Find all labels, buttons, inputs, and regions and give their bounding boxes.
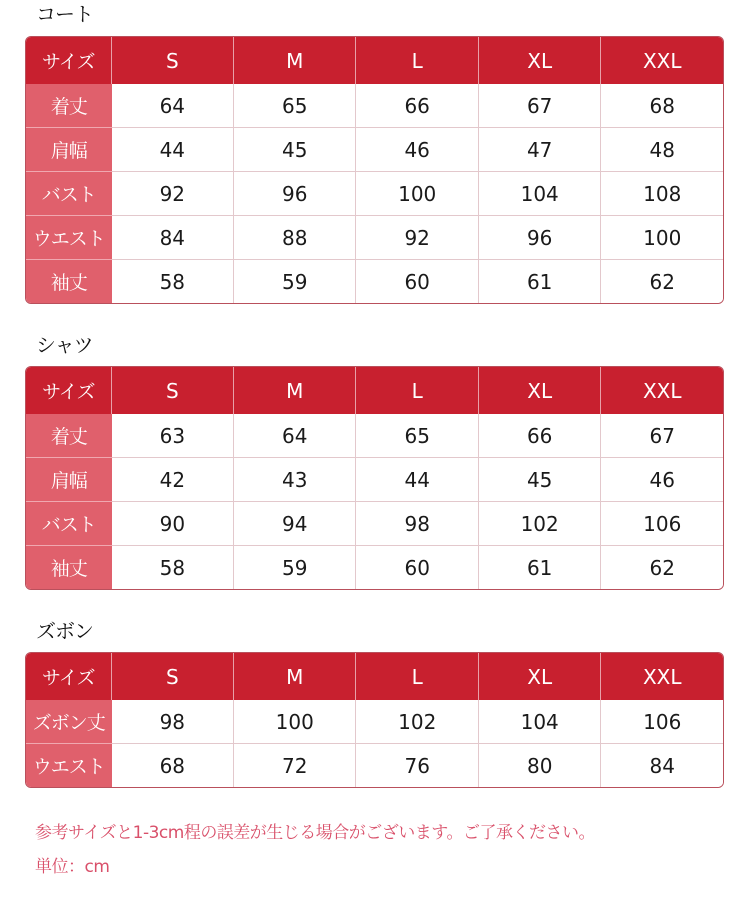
- row-label: ウエスト: [26, 216, 112, 260]
- size-header-l: L: [356, 653, 478, 700]
- row-label: バスト: [26, 172, 112, 216]
- table-cell: 66: [479, 414, 602, 458]
- table-cell: 104: [479, 172, 602, 216]
- table-cell: 60: [356, 546, 478, 589]
- table-cell: 64: [112, 84, 234, 128]
- table-header-row: [26, 37, 723, 84]
- coat-section-title: コート: [36, 2, 93, 26]
- table-row: [26, 744, 723, 787]
- table-cell: 100: [356, 172, 479, 216]
- size-header-xxl: XXL: [601, 37, 723, 84]
- table-cell: 102: [479, 502, 602, 546]
- row-label: ウエスト: [26, 744, 112, 787]
- table-header-row: [26, 653, 723, 700]
- size-header-xl: XL: [479, 367, 602, 414]
- row-label: 肩幅: [26, 458, 112, 502]
- table-cell: 64: [234, 414, 356, 458]
- table-header-row: [26, 367, 723, 414]
- table-cell: 44: [112, 128, 234, 172]
- table-cell: 88: [234, 216, 356, 260]
- table-cell: 47: [479, 128, 602, 172]
- table-cell: 60: [356, 260, 479, 303]
- table-cell: 44: [356, 458, 478, 502]
- table-cell: 61: [479, 546, 602, 589]
- table-cell: 106: [601, 700, 723, 744]
- row-label: ズボン丈: [26, 700, 112, 744]
- table-cell: 65: [234, 84, 356, 128]
- table-cell: 76: [356, 744, 478, 787]
- table-cell: 90: [112, 502, 234, 546]
- table-cell: 46: [601, 458, 723, 502]
- table-cell: 84: [112, 216, 234, 260]
- table-cell: 46: [356, 128, 479, 172]
- table-cell: 45: [479, 458, 602, 502]
- table-cell: 62: [601, 260, 723, 303]
- table-cell: 98: [112, 700, 234, 744]
- table-cell: 80: [479, 744, 601, 787]
- table-row: [26, 458, 723, 502]
- table-cell: 68: [112, 744, 234, 787]
- table-row: [26, 128, 723, 172]
- table-row: [26, 172, 723, 216]
- row-label: 肩幅: [26, 128, 112, 172]
- table-cell: 63: [112, 414, 234, 458]
- table-cell: 100: [234, 700, 356, 744]
- table-cell: 61: [479, 260, 602, 303]
- table-cell: 84: [601, 744, 723, 787]
- table-cell: 96: [234, 172, 356, 216]
- size-header-s: S: [112, 653, 234, 700]
- table-row: [26, 260, 723, 303]
- table-cell: 108: [601, 172, 723, 216]
- coat-size-table: [25, 36, 724, 304]
- table-row: [26, 700, 723, 744]
- table-cell: 59: [234, 260, 356, 303]
- pants-size-table: [25, 652, 724, 788]
- table-cell: 102: [356, 700, 478, 744]
- table-cell: 100: [601, 216, 723, 260]
- table-cell: 59: [234, 546, 356, 589]
- table-cell: 58: [112, 260, 234, 303]
- table-cell: 45: [234, 128, 356, 172]
- table-cell: 62: [601, 546, 723, 589]
- size-header-s: S: [112, 37, 234, 84]
- size-header-label: サイズ: [26, 37, 112, 84]
- size-header-xxl: XXL: [601, 653, 723, 700]
- size-header-l: L: [356, 37, 479, 84]
- size-header-label: サイズ: [26, 367, 112, 414]
- size-header-m: M: [234, 653, 356, 700]
- size-header-s: S: [112, 367, 234, 414]
- table-cell: 68: [601, 84, 723, 128]
- table-cell: 66: [356, 84, 479, 128]
- table-cell: 67: [479, 84, 602, 128]
- table-cell: 92: [356, 216, 479, 260]
- table-cell: 96: [479, 216, 602, 260]
- row-label: 袖丈: [26, 260, 112, 303]
- table-cell: 67: [601, 414, 723, 458]
- table-row: [26, 546, 723, 589]
- table-cell: 98: [356, 502, 478, 546]
- size-header-label: サイズ: [26, 653, 112, 700]
- size-header-xl: XL: [479, 37, 602, 84]
- table-cell: 48: [601, 128, 723, 172]
- size-header-m: M: [234, 367, 356, 414]
- table-row: [26, 216, 723, 260]
- unit-note: 単位：cm: [35, 857, 110, 877]
- size-header-m: M: [234, 37, 356, 84]
- table-row: [26, 84, 723, 128]
- table-row: [26, 502, 723, 546]
- table-cell: 106: [601, 502, 723, 546]
- size-header-l: L: [356, 367, 478, 414]
- pants-section-title: ズボン: [36, 619, 93, 643]
- row-label: 着丈: [26, 414, 112, 458]
- table-cell: 104: [479, 700, 601, 744]
- table-row: [26, 414, 723, 458]
- row-label: 着丈: [26, 84, 112, 128]
- size-disclaimer-note: 参考サイズと1-3cm程の誤差が生じる場合がございます。ご了承ください。: [35, 823, 595, 843]
- table-cell: 72: [234, 744, 356, 787]
- table-cell: 43: [234, 458, 356, 502]
- table-cell: 42: [112, 458, 234, 502]
- row-label: 袖丈: [26, 546, 112, 589]
- shirt-size-table: [25, 366, 724, 590]
- table-cell: 94: [234, 502, 356, 546]
- row-label: バスト: [26, 502, 112, 546]
- size-header-xxl: XXL: [601, 367, 723, 414]
- table-cell: 92: [112, 172, 234, 216]
- size-header-xl: XL: [479, 653, 601, 700]
- table-cell: 58: [112, 546, 234, 589]
- shirt-section-title: シャツ: [36, 333, 93, 357]
- table-cell: 65: [356, 414, 478, 458]
